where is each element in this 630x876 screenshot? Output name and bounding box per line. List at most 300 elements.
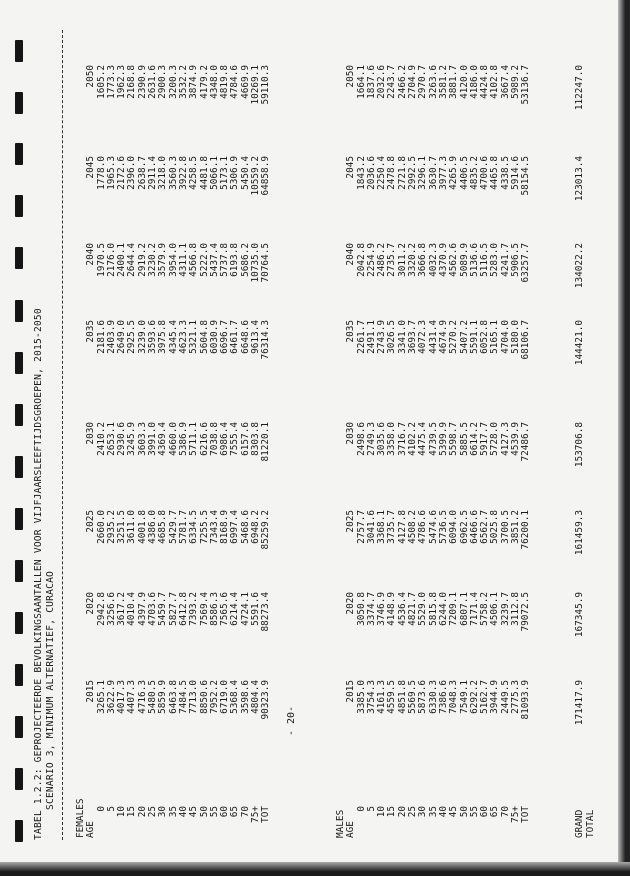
table-cell: 3954.0 — [167, 243, 179, 277]
table-cell: 5480.5 — [147, 680, 159, 714]
table-cell: 5165.1 — [489, 320, 501, 354]
table-cell: 8850.6 — [198, 680, 210, 714]
table-cell: 4120.0 — [458, 65, 470, 99]
table-cell: 6986.4 — [219, 422, 231, 456]
row-age-label: 40 — [177, 806, 189, 818]
table-cell: 7569.4 — [198, 592, 210, 626]
year-column-header: 2035 — [85, 320, 97, 343]
table-cell: 4127.8 — [396, 510, 408, 544]
row-age-label: 70 — [499, 806, 511, 818]
table-cell: 5180.0 — [510, 320, 522, 354]
table-cell: 1843.2 — [355, 156, 367, 190]
males-table — [336, 65, 532, 838]
table-cell: 4739.5 — [427, 422, 439, 456]
table-cell: 2775.3 — [510, 680, 522, 714]
table-cell: 3041.6 — [365, 510, 377, 544]
row-age-label: 20 — [136, 806, 148, 818]
year-column-header: 2040 — [345, 243, 357, 266]
table-cell: 8586.3 — [208, 592, 220, 626]
table-cell: 2644.4 — [126, 243, 138, 277]
table-cell: 2498.6 — [355, 422, 367, 456]
table-cell: 4386.0 — [147, 510, 159, 544]
table-cell: 7952.2 — [208, 680, 220, 714]
table-cell: 59110.3 — [260, 65, 272, 105]
table-cell: 1773.3 — [105, 65, 117, 99]
year-column-header: 2040 — [85, 243, 97, 266]
table-cell: 5737.8 — [219, 243, 231, 277]
table-cell: 3700.5 — [499, 510, 511, 544]
table-cell: 4562.6 — [448, 243, 460, 277]
table-cell: 5468.6 — [239, 510, 251, 544]
table-cell: 4102.2 — [407, 422, 419, 456]
table-cell: 7048.3 — [448, 680, 460, 714]
table-cell: 9613.4 — [250, 320, 262, 354]
year-column-header: 2015 — [345, 680, 357, 703]
year-column-header: 2045 — [345, 156, 357, 179]
table-cell: 3693.7 — [407, 320, 419, 354]
age-column-header: AGE — [345, 821, 357, 838]
table-cell: 76314.3 — [260, 320, 272, 360]
table-cell: 3922.8 — [177, 156, 189, 190]
row-age-label: 55 — [208, 806, 220, 818]
table-cell: 3239.7 — [499, 592, 511, 626]
year-column-header: 2035 — [345, 320, 357, 343]
table-cell: 7393.2 — [188, 592, 200, 626]
table-cell: 2400.1 — [116, 243, 128, 277]
table-cell: 2925.5 — [126, 320, 138, 354]
table-cell: 2970.7 — [417, 65, 429, 99]
year-column-header: 2020 — [85, 592, 97, 615]
table-cell: 4001.8 — [136, 510, 148, 544]
table-cell: 4241.7 — [499, 243, 511, 277]
table-cell: 5711.1 — [188, 422, 200, 456]
table-cell: 2466.2 — [396, 65, 408, 99]
table-cell: 4179.2 — [198, 65, 210, 99]
table-cell: 3320.2 — [407, 243, 419, 277]
table-cell: 4539.9 — [510, 422, 522, 456]
table-cell: 6157.6 — [239, 422, 251, 456]
row-age-label: TOT — [260, 806, 272, 823]
table-cell: 4851.8 — [396, 680, 408, 714]
table-cell: 3754.3 — [365, 680, 377, 714]
table-cell: 5598.7 — [448, 422, 460, 456]
year-column-header: 2025 — [345, 510, 357, 533]
table-cell: 3881.7 — [448, 65, 460, 99]
table-cell: 2172.6 — [116, 156, 128, 190]
row-age-label: 20 — [396, 806, 408, 818]
year-column-header: 2025 — [85, 510, 97, 533]
table-cell: 2390.9 — [136, 65, 148, 99]
table-cell: 3218.0 — [157, 156, 169, 190]
table-cell: 2176.0 — [105, 243, 117, 277]
table-cell: 4804.4 — [250, 680, 262, 714]
table-cell: 5025.8 — [489, 510, 501, 544]
row-age-label: 0 — [95, 806, 107, 812]
table-cell: 3944.9 — [489, 680, 501, 714]
row-age-label: 75+ — [250, 806, 262, 823]
table-cell: 8303.8 — [250, 422, 262, 456]
table-cell: 10735.0 — [250, 243, 262, 283]
table-cell: 1605.2 — [95, 65, 107, 99]
table-cell: 4685.8 — [157, 510, 169, 544]
table-cell: 4703.6 — [147, 592, 159, 626]
table-cell: 5686.2 — [239, 243, 251, 277]
row-age-label: 0 — [355, 806, 367, 812]
table-cell: 3581.2 — [437, 65, 449, 99]
table-cell: 4724.1 — [239, 592, 251, 626]
page-number: - 20- — [286, 705, 297, 736]
table-cell: 76200.1 — [520, 510, 532, 550]
table-cell: 5914.6 — [510, 156, 522, 190]
table-cell: 5917.7 — [479, 422, 491, 456]
row-age-label: 25 — [147, 806, 159, 818]
table-cell: 7343.4 — [208, 510, 220, 544]
table-cell: 4716.3 — [136, 680, 148, 714]
table-cell: 3035.6 — [376, 422, 388, 456]
table-cell: 5474.6 — [427, 510, 439, 544]
row-age-label: 50 — [458, 806, 470, 818]
table-cell: 7171.4 — [468, 592, 480, 626]
grand-total-cell: 134022.2 — [574, 243, 585, 289]
grand-total-cell: 153706.8 — [574, 422, 585, 468]
table-cell: 3579.9 — [157, 243, 169, 277]
row-age-label: 10 — [376, 806, 388, 818]
table-cell: 6948.2 — [250, 510, 262, 544]
table-cell: 3026.5 — [386, 320, 398, 354]
table-cell: 10559.2 — [250, 156, 262, 196]
table-cell: 2911.4 — [147, 156, 159, 190]
table-cell: 1965.3 — [105, 156, 117, 190]
age-column-header: AGE — [85, 821, 97, 838]
table-cell: 79072.5 — [520, 592, 532, 632]
table-cell: 6696.7 — [219, 320, 231, 354]
table-cell: 53136.7 — [520, 65, 532, 105]
table-cell: 6193.8 — [229, 243, 241, 277]
table-cell: 7565.6 — [219, 592, 231, 626]
table-cell: 5429.7 — [167, 510, 179, 544]
table-cell: 5306.9 — [229, 156, 241, 190]
table-cell: 2735.7 — [386, 243, 398, 277]
row-age-label: 5 — [365, 806, 377, 812]
table-cell: 1837.6 — [365, 65, 377, 99]
table-cell: 2168.8 — [126, 65, 138, 99]
table-cell: 3603.3 — [136, 422, 148, 456]
table-cell: 3977.3 — [437, 156, 449, 190]
table-cell: 5758.2 — [479, 592, 491, 626]
table-cell: 2942.8 — [95, 592, 107, 626]
table-cell: 5728.0 — [489, 422, 501, 456]
table-cell: 2653.1 — [105, 422, 117, 456]
row-age-label: 30 — [417, 806, 429, 818]
table-cell: 3667.4 — [499, 65, 511, 99]
year-column-header: 2050 — [345, 65, 357, 88]
row-age-label: TOT — [520, 806, 532, 823]
table-cell: 5859.9 — [157, 680, 169, 714]
table-cell: 2403.9 — [105, 320, 117, 354]
table-cell: 6412.8 — [177, 592, 189, 626]
table-cell: 4072.3 — [417, 320, 429, 354]
table-cell: 1664.1 — [355, 65, 367, 99]
row-age-label: 35 — [167, 806, 179, 818]
table-cell: 3230.2 — [147, 243, 159, 277]
table-cell: 5989.2 — [510, 65, 522, 99]
table-cell: 88273.4 — [260, 592, 272, 632]
table-cell: 2900.3 — [157, 65, 169, 99]
table-cell: 4032.3 — [427, 243, 439, 277]
table-cell: 3991.0 — [147, 422, 159, 456]
row-age-label: 65 — [229, 806, 241, 818]
dashed-divider — [62, 30, 63, 840]
table-cell: 4127.3 — [499, 422, 511, 456]
table-cell: 6466.6 — [468, 510, 480, 544]
table-cell: 2243.7 — [386, 65, 398, 99]
table-cell: 3256.6 — [105, 592, 117, 626]
table-cell: 3112.8 — [510, 592, 522, 626]
table-cell: 2036.6 — [365, 156, 377, 190]
table-cell: 3666.8 — [417, 243, 429, 277]
table-cell: 4536.4 — [396, 592, 408, 626]
table-cell: 5885.5 — [458, 422, 470, 456]
row-age-label: 70 — [239, 806, 251, 818]
table-cell: 4406.5 — [458, 156, 470, 190]
females-table — [76, 65, 272, 838]
table-cell: 4674.9 — [437, 320, 449, 354]
grand-total-cell: 112247.0 — [574, 65, 585, 111]
table-cell: 4424.8 — [479, 65, 491, 99]
row-age-label: 5 — [105, 806, 117, 812]
year-column-header: 2030 — [345, 422, 357, 445]
table-cell: 2491.1 — [365, 320, 377, 354]
table-cell: 4835.2 — [468, 156, 480, 190]
table-cell: 3368.1 — [376, 510, 388, 544]
table-cell: 5591.1 — [468, 320, 480, 354]
table-cell: 4369.4 — [157, 422, 169, 456]
table-cell: 5815.8 — [427, 592, 439, 626]
table-cell: 5591.6 — [250, 592, 262, 626]
table-cell: 7209.1 — [448, 592, 460, 626]
table-cell: 4397.9 — [136, 592, 148, 626]
table-cell: 4465.8 — [489, 156, 501, 190]
table-cell: 4258.5 — [188, 156, 200, 190]
row-age-label: 10 — [116, 806, 128, 818]
table-cell: 4508.2 — [407, 510, 419, 544]
row-age-label: 15 — [126, 806, 138, 818]
row-age-label: 30 — [157, 806, 169, 818]
table-cell: 6962.5 — [458, 510, 470, 544]
table-cell: 4148.9 — [386, 592, 398, 626]
table-cell: 5089.9 — [458, 243, 470, 277]
table-cell: 90323.9 — [260, 680, 272, 720]
table-cell: 5368.4 — [229, 680, 241, 714]
table-cell: 4786.6 — [417, 510, 429, 544]
grand-total-cell: 144421.0 — [574, 320, 585, 366]
table-cell: 1778.0 — [95, 156, 107, 190]
table-cell: 2631.6 — [147, 65, 159, 99]
table-cell: 2261.7 — [355, 320, 367, 354]
table-cell: 3050.8 — [355, 592, 367, 626]
table-cell: 72486.7 — [520, 422, 532, 462]
table-cell: 2704.9 — [407, 65, 419, 99]
table-cell: 6292.2 — [468, 680, 480, 714]
table-cell: 6807.1 — [458, 592, 470, 626]
table-cell: 2749.3 — [365, 422, 377, 456]
table-cell: 3358.0 — [386, 422, 398, 456]
grand-total-cell: 167345.9 — [574, 592, 585, 638]
table-cell: 5399.9 — [437, 422, 449, 456]
table-cell: 4700.6 — [479, 156, 491, 190]
table-cell: 3011.2 — [396, 243, 408, 277]
table-cell: 4017.3 — [116, 680, 128, 714]
males-section-label: MALES — [335, 809, 346, 838]
table-cell: 5386.9 — [177, 422, 189, 456]
table-cell: 5321.1 — [188, 320, 200, 354]
table-cell: 3611.0 — [126, 510, 138, 544]
table-cell: 7386.6 — [437, 680, 449, 714]
table-cell: 8168.9 — [219, 510, 231, 544]
table-cell: 4186.0 — [468, 65, 480, 99]
row-age-label: 40 — [437, 806, 449, 818]
table-cell: 4475.4 — [417, 422, 429, 456]
table-cell: 7038.8 — [208, 422, 220, 456]
table-cell: 2478.8 — [386, 156, 398, 190]
table-cell: 7713.0 — [188, 680, 200, 714]
table-cell: 81220.1 — [260, 422, 272, 462]
table-cell: 3593.6 — [147, 320, 159, 354]
table-cell: 5136.6 — [468, 243, 480, 277]
table-cell: 4559.5 — [386, 680, 398, 714]
table-cell: 6216.6 — [198, 422, 210, 456]
table-cell: 70764.5 — [260, 243, 272, 283]
table-cell: 5529.0 — [417, 592, 429, 626]
table-cell: 3746.9 — [376, 592, 388, 626]
table-cell: 5283.0 — [489, 243, 501, 277]
table-cell: 3374.7 — [365, 592, 377, 626]
table-cell: 2449.5 — [499, 680, 511, 714]
table-title: TABEL 1.2.2: GEPROJECTEERDE BEVOLKINGSAANTALLEN VOOR VIJFJAARSLEEFTIJDSGROEPEN, 2015-2050 — [33, 308, 44, 840]
year-column-header: 2020 — [345, 592, 357, 615]
table-cell: 7549.1 — [458, 680, 470, 714]
table-cell: 2250.4 — [376, 156, 388, 190]
table-cell: 5437.4 — [208, 243, 220, 277]
table-cell: 4348.0 — [208, 65, 220, 99]
row-age-label: 60 — [219, 806, 231, 818]
table-cell: 4370.9 — [437, 243, 449, 277]
table-cell: 3385.0 — [355, 680, 367, 714]
table-cell: 2992.5 — [407, 156, 419, 190]
table-cell: 6562.7 — [479, 510, 491, 544]
table-cell: 3296.1 — [417, 156, 429, 190]
table-cell: 2919.2 — [136, 243, 148, 277]
table-cell: 3735.7 — [386, 510, 398, 544]
row-age-label: 55 — [468, 806, 480, 818]
table-cell: 3245.9 — [126, 422, 138, 456]
table-cell: 3265.1 — [95, 680, 107, 714]
table-cell: 3239.0 — [136, 320, 148, 354]
table-cell: 5270.2 — [448, 320, 460, 354]
row-age-label: 45 — [448, 806, 460, 818]
table-cell: 5827.7 — [167, 592, 179, 626]
row-age-label: 60 — [479, 806, 491, 818]
table-cell: 4506.1 — [489, 592, 501, 626]
table-cell: 3617.2 — [116, 592, 128, 626]
table-cell: 3874.9 — [188, 65, 200, 99]
table-cell: 3598.6 — [239, 680, 251, 714]
table-cell: 6330.3 — [427, 680, 439, 714]
table-cell: 3851.2 — [510, 510, 522, 544]
table-cell: 2757.7 — [355, 510, 367, 544]
table-cell: 1970.5 — [95, 243, 107, 277]
table-cell: 63257.7 — [520, 243, 532, 283]
table-cell: 2032.6 — [376, 65, 388, 99]
row-age-label: 25 — [407, 806, 419, 818]
grand-total-row — [574, 65, 596, 838]
table-cell: 6997.4 — [229, 510, 241, 544]
table-cell: 4311.1 — [177, 243, 189, 277]
table-cell: 2930.6 — [116, 422, 128, 456]
grand-total-cell: 161459.3 — [574, 510, 585, 556]
table-cell: 5222.0 — [198, 243, 210, 277]
table-cell: 68106.7 — [520, 320, 532, 360]
table-cell: 3560.3 — [167, 156, 179, 190]
row-age-label: 50 — [198, 806, 210, 818]
table-cell: 5162.7 — [479, 680, 491, 714]
table-cell: 3716.7 — [396, 422, 408, 456]
table-cell: 7555.4 — [229, 422, 241, 456]
table-cell: 58154.5 — [520, 156, 532, 196]
table-cell: 4660.0 — [167, 422, 179, 456]
table-cell: 2649.0 — [116, 320, 128, 354]
table-cell: 6244.0 — [437, 592, 449, 626]
row-age-label: 75+ — [510, 806, 522, 823]
year-column-header: 2045 — [85, 156, 97, 179]
table-cell: 6334.5 — [188, 510, 200, 544]
table-cell: 6461.7 — [229, 320, 241, 354]
row-age-label: 35 — [427, 806, 439, 818]
table-cell: 6214.4 — [229, 592, 241, 626]
table-cell: 4784.6 — [229, 65, 241, 99]
table-cell: 5906.5 — [510, 243, 522, 277]
row-age-label: 15 — [386, 806, 398, 818]
grand-total-cell: 123013.4 — [574, 156, 585, 202]
year-column-header: 2050 — [85, 65, 97, 88]
table-cell: 5450.4 — [239, 156, 251, 190]
grand-total-first-cell — [574, 680, 596, 838]
table-cell: 85259.2 — [260, 510, 272, 550]
table-cell: 7255.5 — [198, 510, 210, 544]
table-cell: 4161.3 — [376, 680, 388, 714]
table-cell: 4821.7 — [407, 592, 419, 626]
table-cell: 4338.5 — [499, 156, 511, 190]
table-cell: 4010.4 — [126, 592, 138, 626]
table-cell: 2721.8 — [396, 156, 408, 190]
table-cell: 3251.5 — [116, 510, 128, 544]
table-cell: 6094.0 — [448, 510, 460, 544]
table-cell: 3622.9 — [105, 680, 117, 714]
table-cell: 2181.6 — [95, 320, 107, 354]
table-cell: 5459.7 — [157, 592, 169, 626]
row-age-label: 45 — [188, 806, 200, 818]
table-cell: 2743.9 — [376, 320, 388, 354]
table-cell: 4819.8 — [219, 65, 231, 99]
table-cell: 3630.7 — [427, 156, 439, 190]
year-column-header: 2030 — [85, 422, 97, 445]
table-cell: 4704.0 — [499, 320, 511, 354]
table-cell: 4431.4 — [427, 320, 439, 354]
table-cell: 5173.1 — [219, 156, 231, 190]
table-cell: 6030.9 — [208, 320, 220, 354]
table-cell: 4407.3 — [126, 680, 138, 714]
table-cell: 4265.9 — [448, 156, 460, 190]
